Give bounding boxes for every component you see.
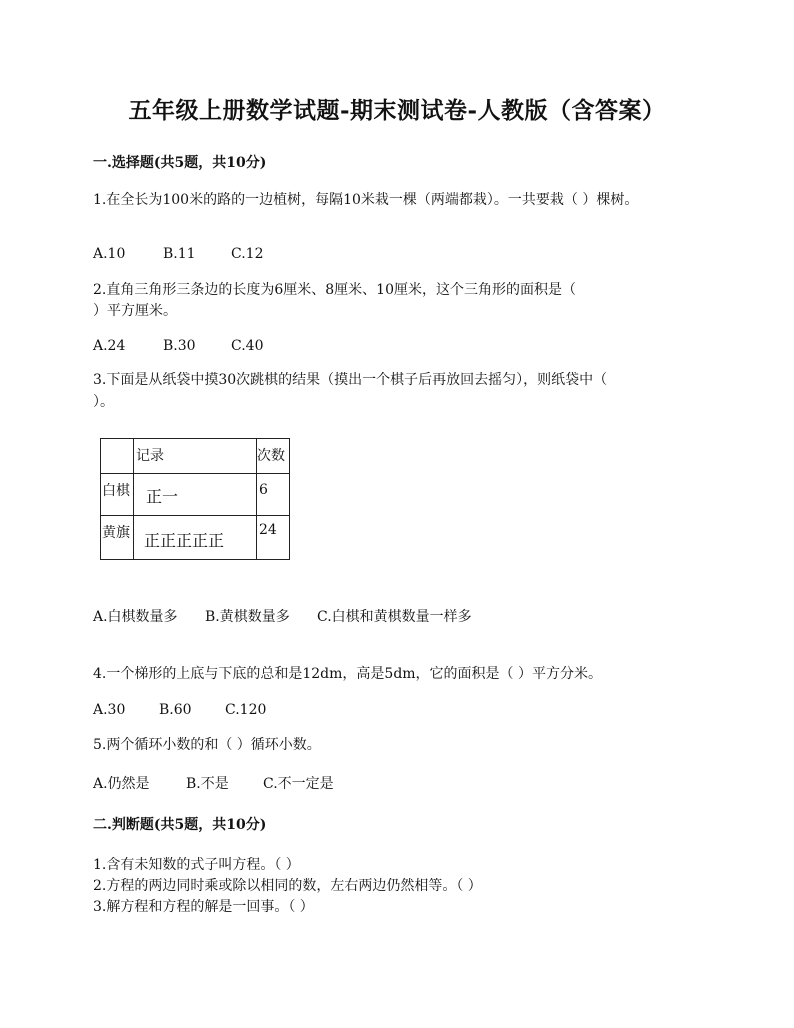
table-header-row [101,439,290,474]
table-header-record: 记录 [134,439,257,474]
section-heading-judgment: 二.判断题(共5题，共10分) [93,817,267,833]
count-white: 6 [257,474,290,516]
question-4: 4.一个梯形的上底与下底的总和是12dm，高是5dm，它的面积是（ ）平方分米。 [93,666,603,682]
option-a[interactable]: A.白棋数量多 [93,609,178,625]
question-2-options [93,338,263,354]
option-a[interactable]: A.30 [93,702,126,718]
question-5: 5.两个循环小数的和（ ）循环小数。 [93,737,321,753]
table-header-empty [101,439,134,474]
table-header-count: 次数 [257,439,290,474]
option-b[interactable]: B.不是 [186,776,229,792]
option-a[interactable]: A.24 [93,338,126,354]
question-1: 1.在全长为100米的路的一边植树，每隔10米栽一棵（两端都栽）。一共要栽（ ）棵树。 [93,192,639,208]
judgment-question-2: 2.方程的两边同时乘或除以相同的数，左右两边仍然相等。（ ） [93,878,482,894]
table-row [101,516,290,560]
option-b[interactable]: B.30 [163,338,196,354]
option-a[interactable]: A.10 [93,246,126,262]
option-b[interactable]: B.11 [163,246,196,262]
count-yellow: 24 [257,516,290,560]
option-b[interactable]: B.黄棋数量多 [205,609,290,625]
option-a[interactable]: A.仍然是 [93,776,150,792]
tally-marks: 正一 [146,487,179,506]
page-title: 五年级上册数学试题-期末测试卷-人教版（含答案） [128,97,666,124]
section-heading-choice: 一.选择题(共5题，共10分) [93,155,267,171]
question-2-line-1: 2.直角三角形三条边的长度为6厘米、8厘米、10厘米，这个三角形的面积是（ [93,282,576,298]
row-label-white: 白棋 [101,474,134,516]
question-2-line-2: ）平方厘米。 [93,303,177,319]
tally-cell-white [134,474,257,516]
tally-cell-yellow [134,516,257,560]
question-1-options [93,246,263,262]
row-label-yellow: 黄旗 [101,516,134,560]
option-c[interactable]: C.白棋和黄棋数量一样多 [317,609,472,625]
option-c[interactable]: C.12 [231,246,264,262]
question-3-options [93,606,472,626]
tally-marks: 正正正正正 [144,531,225,550]
table-row [101,474,290,516]
question-3-line-2: ）。 [93,394,114,410]
judgment-question-3: 3.解方程和方程的解是一回事。（ ） [93,899,314,915]
question-5-options [93,773,334,793]
option-c[interactable]: C.不一定是 [263,776,334,792]
option-c[interactable]: C.120 [225,702,267,718]
option-c[interactable]: C.40 [231,338,264,354]
question-4-options [93,702,266,718]
judgment-question-1: 1.含有未知数的式子叫方程。（ ） [93,857,300,873]
option-b[interactable]: B.60 [159,702,192,718]
tally-table [100,438,290,560]
question-3-line-1: 3.下面是从纸袋中摸30次跳棋的结果（摸出一个棋子后再放回去摇匀），则纸袋中（ [93,372,608,388]
